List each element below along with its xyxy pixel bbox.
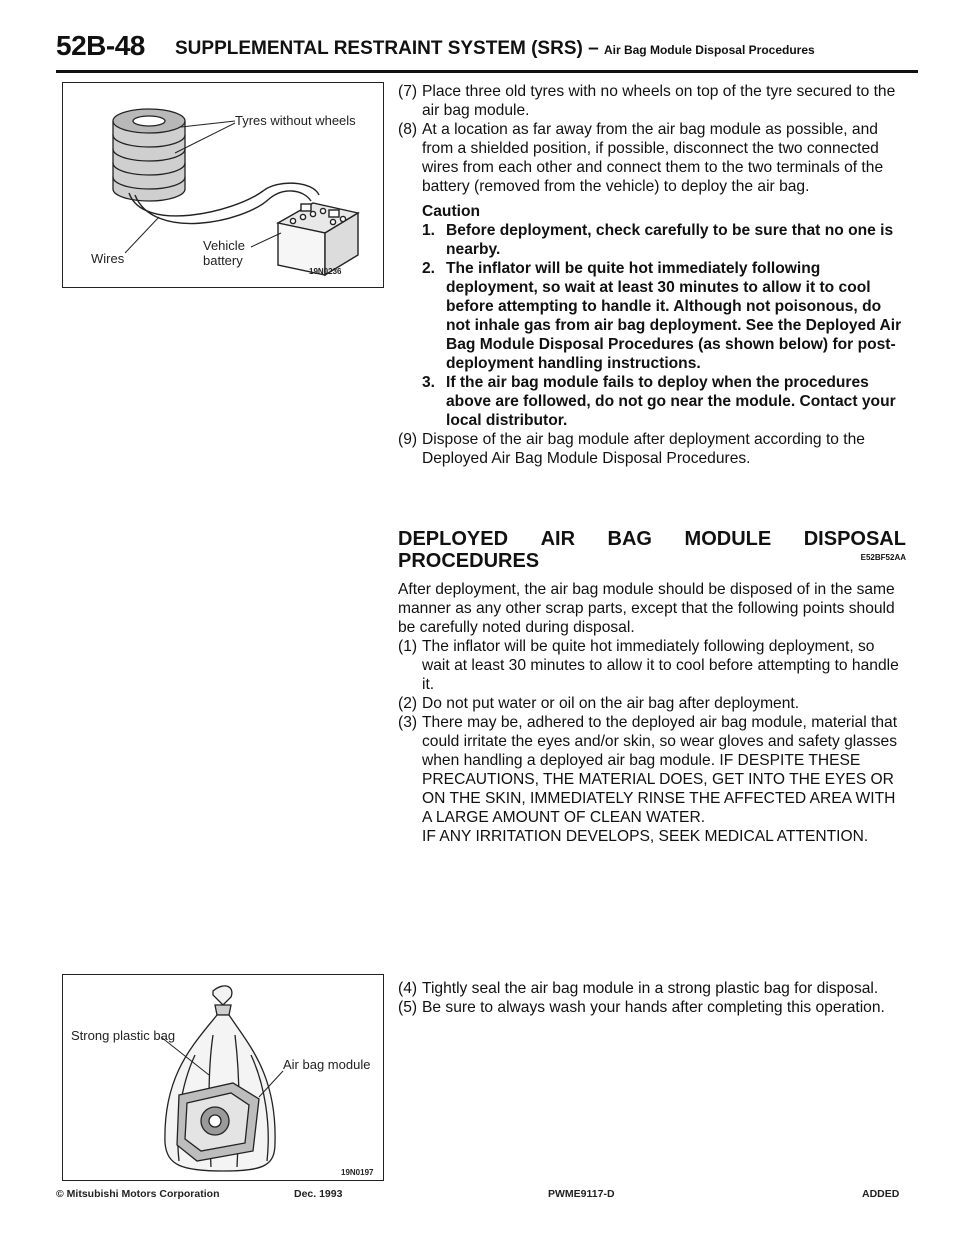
figure-code: 19N0197 [341,1168,374,1177]
footer-date: Dec. 1993 [294,1188,343,1200]
caution-item-3 [398,373,906,430]
section-intro: After deployment, the air bag module should be disposed of in the same manner as any other scrap parts, except that the following points should be carefully noted during disposal. [398,581,895,636]
step-text: Tightly seal the air bag module in a strong plastic bag for disposal. [422,980,879,997]
caution-text: If the air bag module fails to deploy when the procedures above are followed, do not go near the module. Contact your local distributor. [446,374,896,429]
page-header [56,30,916,64]
step-text: Dispose of the air bag module after deployment according to the Deployed Air Bag Module Disposal Procedures. [422,431,865,467]
section-code: E52BF52AA [860,553,906,562]
item-text-warning: IF ANY IRRITATION DEVELOPS, SEEK MEDICAL ATTENTION. [422,828,869,845]
label-air-bag-module: Air bag module [283,1057,371,1072]
heading-word: DEPLOYED [398,528,509,550]
caution-text: Before deployment, check carefully to be sure that no one is nearby. [446,222,894,258]
page-title-text: SUPPLEMENTAL RESTRAINT SYSTEM (SRS) – [175,38,599,59]
step-number: (9) [398,431,418,448]
step-9 [398,430,906,468]
step-number: (5) [398,999,418,1016]
footer-copyright: © Mitsubishi Motors Corporation [56,1188,220,1200]
label-wires: Wires [91,251,125,266]
label-vehicle: Vehicle [203,238,245,253]
step-text: Be sure to always wash your hands after completing this operation. [422,999,885,1016]
item-text: There may be, adhered to the deployed air bag module, material that could irritate the eyes and/or skin, so wear gloves and safety glasses when handling a deployed air bag module. IF DESPITE THESE PRECAUTIONS, THE MATERIAL DOES, GET INTO THE EYES OR ON THE SKIN, IMMEDIATELY RINSE THE AFFECTED AREA WITH A LARGE AMOUNT OF CLEAN WATER. [422,714,898,826]
step-8 [398,120,906,196]
tyre-stack [113,109,185,201]
caution-heading: Caution [422,203,481,220]
section-heading [398,528,906,572]
footer-status: ADDED [862,1188,900,1200]
caution-text: The inflator will be quite hot immediately following deployment, so wait at least 30 minutes to allow it to cool before attempting to handle it. Although not poisonous, do not inhale gas from air bag deployment. See the Deployed Air Bag Module Disposal Procedures (as shown below) for post-deployment handling instructions. [446,260,902,372]
step-text: Place three old tyres with no wheels on top of the tyre secured to the air bag module. [422,83,896,119]
steps-bottom [398,979,906,1017]
figure-code: 19N0236 [309,267,342,276]
step-number: (4) [398,980,418,997]
caution-item-1 [398,221,906,259]
battery [278,203,358,275]
air-bag-module [177,1083,259,1161]
step-number: (7) [398,83,418,100]
step-number: (8) [398,121,418,138]
step-4 [398,979,906,998]
section-heading-line1 [398,528,906,550]
step-7 [398,82,906,120]
step-5 [398,998,906,1017]
section-number: 52B-48 [56,30,145,61]
disposal-item-3 [398,713,906,846]
disposal-item-2 [398,694,906,713]
item-number: (2) [398,695,418,712]
step-text: At a location as far away from the air bag module as possible, and from a shielded position, if possible, disconnect the two connected wires from each other and connect them to the two terminals of the battery (removed from the vehicle) to deploy the air bag. [422,121,884,195]
label-plastic-bag: Strong plastic bag [71,1028,176,1043]
figure-tyres-battery [62,82,384,288]
disposal-procedures [398,580,906,846]
figure-plastic-bag [62,974,384,1181]
item-text: The inflator will be quite hot immediately following deployment, so wait at least 30 minutes to allow it to cool before attempting to handle it. [422,638,899,693]
caution-number: 2. [422,260,436,277]
heading-word: BAG [607,528,652,550]
disposal-item-1 [398,637,906,694]
label-tyres: Tyres without wheels [235,113,356,128]
plastic-bag-illustration [63,975,383,1180]
caution-number: 3. [422,374,436,391]
heading-word: AIR [540,528,576,550]
page-title [175,38,815,60]
header-rule [56,70,918,73]
section-heading-line2: PROCEDURES [398,550,540,572]
item-text: Do not put water or oil on the air bag after deployment. [422,695,800,712]
heading-word: MODULE [684,528,772,550]
label-battery: battery [203,253,243,268]
heading-word: DISPOSAL [803,528,906,550]
item-number: (3) [398,714,418,731]
page-subtitle: Air Bag Module Disposal Procedures [603,43,815,57]
footer-doc-code: PWME9117-D [548,1188,615,1200]
item-number: (1) [398,638,418,655]
caution-item-2 [398,259,906,373]
steps-top [398,82,906,468]
caution-number: 1. [422,222,436,239]
